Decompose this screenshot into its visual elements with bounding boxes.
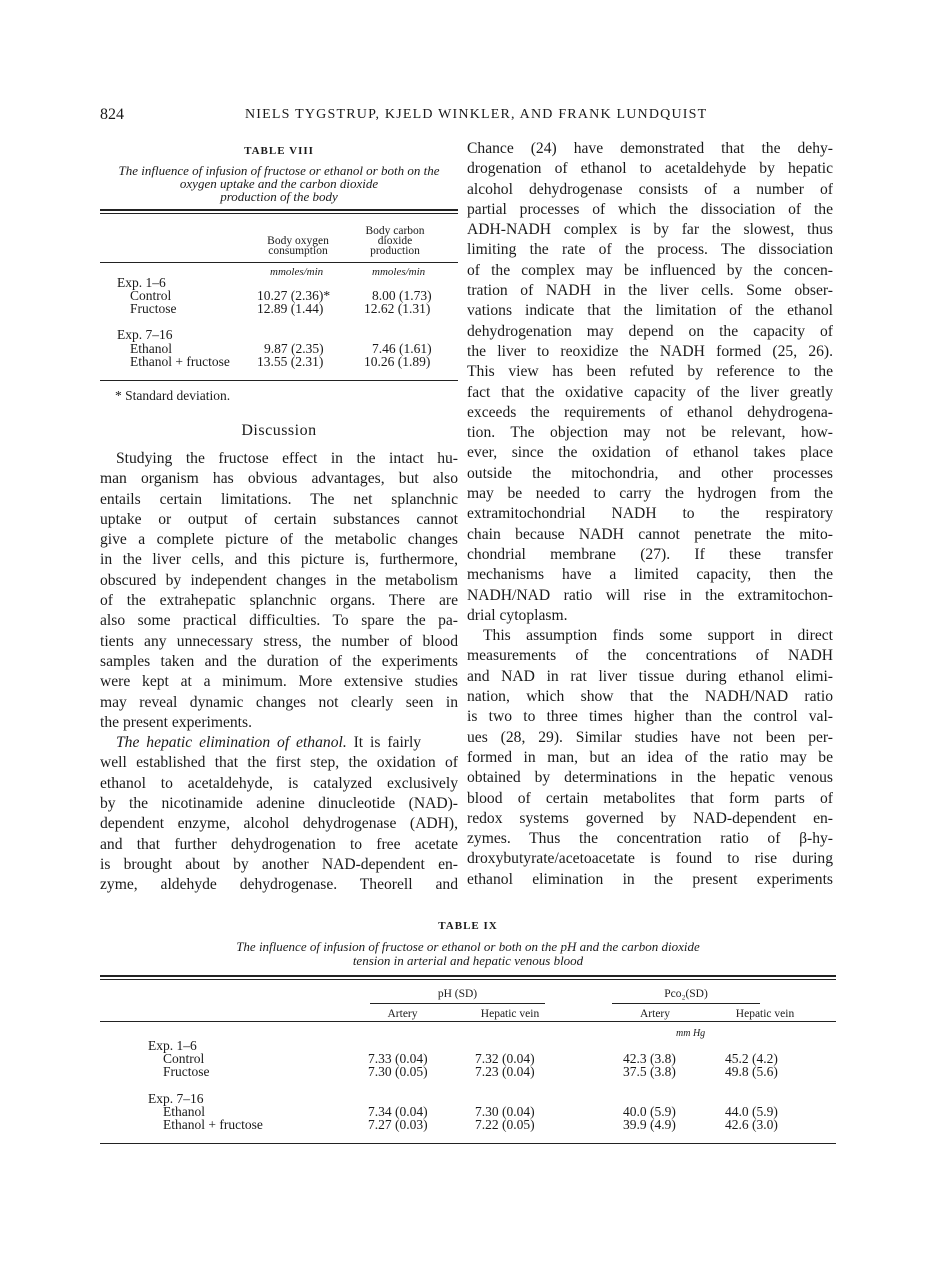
group-label: Exp. 7–16 — [148, 1091, 204, 1106]
cell: 13.55 (2.31) — [257, 354, 324, 369]
text-line: is brought about by another NAD-dependent en- — [100, 855, 458, 873]
text-line: droxybutyrate/acetoacetate is found to rise during — [467, 850, 833, 868]
section-heading: Discussion — [241, 422, 317, 439]
text-line: and that further dehydrogenation to free acetate — [100, 835, 458, 853]
text-line: tration of NADH in the liver cells. Some obser- — [467, 282, 833, 300]
text-line: by the nicotinamide adenine dinucleotide (NAD)- — [100, 795, 458, 813]
table-caption-line: oxygen uptake and the carbon dioxide — [179, 176, 379, 191]
text-line: partial processes of which the dissociation of the — [467, 200, 833, 218]
cell: 49.8 (5.6) — [725, 1064, 778, 1079]
text-line: fact that the oxidative capacity of the liver greatly — [467, 383, 833, 401]
cell: 42.6 (3.0) — [725, 1117, 778, 1132]
cell: 12.62 (1.31) — [364, 301, 431, 316]
text-line: may be needed to carry the hydrogen from the — [467, 485, 833, 503]
text-line: zymes. Thus the concentration ratio of β-hy- — [467, 830, 833, 848]
text-line: chain because NADH cannot penetrate the mito- — [467, 525, 833, 543]
table-caption-line: production of the body — [220, 189, 338, 204]
text-line: NADH/NAD ratio will rise in the extramitochon- — [467, 586, 833, 604]
text-line: dehydrogenation may depend on the capacity of — [467, 322, 833, 340]
group-label: Exp. 1–6 — [148, 1038, 197, 1053]
text-line: obscured by independent changes in the metabolism — [100, 571, 458, 589]
text-line: redox systems governed by NAD-dependent en- — [467, 809, 833, 827]
cell: 7.33 (0.04) — [368, 1051, 428, 1066]
table-rule — [370, 1003, 545, 1004]
cell: 8.00 (1.73) — [372, 288, 432, 303]
table-title: TABLE IX — [438, 920, 498, 932]
page-number: 824 — [100, 106, 124, 123]
row-label: Ethanol — [163, 1104, 205, 1119]
text-line: ethanol elimination in the present experiments — [467, 870, 833, 888]
text-line: formed in man, but an idea of the ratio may be — [467, 748, 833, 766]
table-rule — [100, 1021, 836, 1022]
cell: 12.89 (1.44) — [257, 301, 324, 316]
text-line: This assumption finds some support in direct — [483, 627, 833, 645]
column-header: Hepatic vein — [480, 1008, 540, 1020]
text-line: ues (28, 29). Similar studies have not been per- — [467, 728, 833, 746]
table-rule — [100, 380, 458, 381]
group-header: pH (SD) — [437, 988, 478, 1000]
text-line: uptake or output of certain substances cannot — [100, 510, 458, 528]
text-line: of the extrahepatic splanchnic organs. There are — [100, 592, 458, 610]
units-label: mmoles/min — [372, 266, 426, 278]
text-line: blood of certain metabolites that form parts of — [467, 789, 833, 807]
cell: 40.0 (5.9) — [623, 1104, 676, 1119]
units-label: mm Hg — [676, 1028, 706, 1039]
table-rule — [100, 1143, 836, 1144]
column-header: Artery — [387, 1008, 418, 1020]
cell: 10.27 (2.36)* — [257, 288, 331, 303]
text-line: the liver to reoxidize the NADH formed (25, 26). — [467, 342, 833, 360]
text-line: samples taken and the duration of the experiments — [100, 652, 458, 670]
table-rule — [100, 979, 836, 980]
text-line: may reveal dynamic changes not clearly seen in — [100, 693, 458, 711]
cell: 7.27 (0.03) — [368, 1117, 428, 1132]
text-line: in the liver cells, and this picture is, furthermore, — [100, 551, 458, 569]
text-line — [100, 733, 458, 753]
text-run: It is fairly — [346, 734, 422, 752]
text-line: extramitochondrial NADH to the respiratory — [467, 505, 833, 523]
column-header: Artery — [639, 1008, 670, 1020]
cell: 7.23 (0.04) — [475, 1064, 535, 1079]
text-line: were kept at a minimum. More extensive studies — [100, 673, 458, 691]
text-line: drogenation of ethanol to acetaldehyde by hepatic — [467, 160, 833, 178]
text-line: is two to three times higher than the control val- — [467, 708, 833, 726]
text-line: man organism has obvious advantages, but also — [100, 470, 458, 488]
text-line: drial cytoplasm. — [467, 606, 568, 624]
text-line: outside the mitochondria, and other processes — [467, 464, 833, 482]
table-caption-line: The influence of infusion of fructose or ethanol or both on the — [118, 163, 440, 178]
row-label: Control — [130, 288, 172, 303]
left-column-text — [100, 449, 458, 896]
cell: 7.22 (0.05) — [475, 1117, 535, 1132]
text-line: mechanisms have a limited capacity, then the — [467, 566, 833, 584]
cell: 7.34 (0.04) — [368, 1104, 428, 1119]
row-label: Ethanol + fructose — [163, 1117, 263, 1132]
table-rule — [100, 213, 458, 214]
row-label: Fructose — [163, 1064, 210, 1079]
text-line: also some practical difficulties. To spare the pa- — [100, 612, 458, 630]
text-line: entails certain limitations. The net splanchnic — [100, 490, 458, 508]
table-rule — [100, 975, 836, 977]
cell: 7.46 (1.61) — [372, 341, 432, 356]
row-label: Ethanol — [130, 341, 172, 356]
text-line: of the complex may be influenced by the concen- — [467, 261, 833, 279]
column-header: Hepatic vein — [735, 1008, 795, 1020]
run-in-heading: The hepatic elimination of ethanol. — [116, 734, 347, 752]
right-column-text — [467, 139, 833, 890]
cell: 39.9 (4.9) — [623, 1117, 676, 1132]
cell: 37.5 (3.8) — [623, 1064, 676, 1079]
table-footnote: * Standard deviation. — [115, 388, 231, 403]
text-line: Chance (24) have demonstrated that the dehy- — [467, 140, 833, 157]
text-line: vations indicate that the limitation of the ethanol — [467, 302, 833, 320]
table-rule — [612, 1003, 760, 1004]
cell: 45.2 (4.2) — [725, 1051, 778, 1066]
running-head: NIELS TYGSTRUP, KJELD WINKLER, AND FRANK LUNDQUIST — [245, 107, 708, 122]
text-line: ethanol to acetaldehyde, is catalyzed exclusively — [100, 774, 458, 792]
text-line: obtained by determinations in the hepatic venous — [467, 769, 833, 787]
text-line: tients any unnecessary stress, the number of blood — [100, 632, 458, 650]
text-line: exceeds the requirements of ethanol dehydrogena- — [467, 403, 833, 421]
text-line: and NAD in rat liver tissue during ethanol elimi- — [467, 667, 833, 685]
text-line: ever, since the oxidation of ethanol takes place — [467, 444, 833, 462]
cell: 44.0 (5.9) — [725, 1104, 778, 1119]
cell: 7.30 (0.04) — [475, 1104, 535, 1119]
text-line: nation, which show that the NADH/NAD ratio — [467, 688, 833, 706]
cell: 7.32 (0.04) — [475, 1051, 535, 1066]
cell: 9.87 (2.35) — [264, 341, 324, 356]
row-label: Fructose — [130, 301, 177, 316]
table-caption-line: The influence of infusion of fructose or ethanol or both on the pH and the carbon dioxide — [236, 939, 700, 954]
text-line: tion. The objection may not be relevant, how- — [467, 424, 833, 442]
text-line: zyme, aldehyde dehydrogenase. Theorell and — [100, 876, 458, 894]
table-rule — [100, 209, 458, 211]
text-line: the present experiments. — [100, 713, 252, 731]
group-label: Exp. 7–16 — [117, 327, 173, 342]
row-label: Ethanol + fructose — [130, 354, 230, 369]
text-line: alcohol dehydrogenase consists of a number of — [467, 180, 833, 198]
cell: 42.3 (3.8) — [623, 1051, 676, 1066]
text-line: well established that the first step, the oxidation of — [100, 754, 458, 772]
column-header: Body carbon dioxide production — [365, 225, 425, 257]
table-rule — [100, 262, 458, 263]
group-header: Pco₂(SD) — [664, 988, 708, 1000]
text-line: give a complete picture of the metabolic changes — [100, 531, 458, 549]
cell: 10.26 (1.89) — [364, 354, 431, 369]
text-line: This view has been refuted by reference to the — [467, 363, 833, 381]
row-label: Control — [163, 1051, 205, 1066]
text-line: dependent enzyme, alcohol dehydrogenase (ADH), — [100, 815, 458, 833]
text-line: measurements of the concentrations of NADH — [467, 647, 833, 665]
units-label: mmoles/min — [270, 266, 324, 278]
group-label: Exp. 1–6 — [117, 275, 166, 290]
table-caption-line: tension in arterial and hepatic venous blood — [352, 953, 584, 968]
column-header: Body oxygen consumption — [267, 235, 329, 257]
text-line: Studying the fructose effect in the intact hu- — [116, 450, 458, 467]
cell: 7.30 (0.05) — [368, 1064, 428, 1079]
table-title: TABLE VIII — [244, 145, 314, 157]
text-line: limiting the rate of the process. The dissociation — [467, 241, 833, 259]
text-line: chondrial membrane (27). If these transfer — [467, 545, 833, 563]
text-line: ADH-NADH complex is by far the slowest, thus — [467, 221, 833, 239]
